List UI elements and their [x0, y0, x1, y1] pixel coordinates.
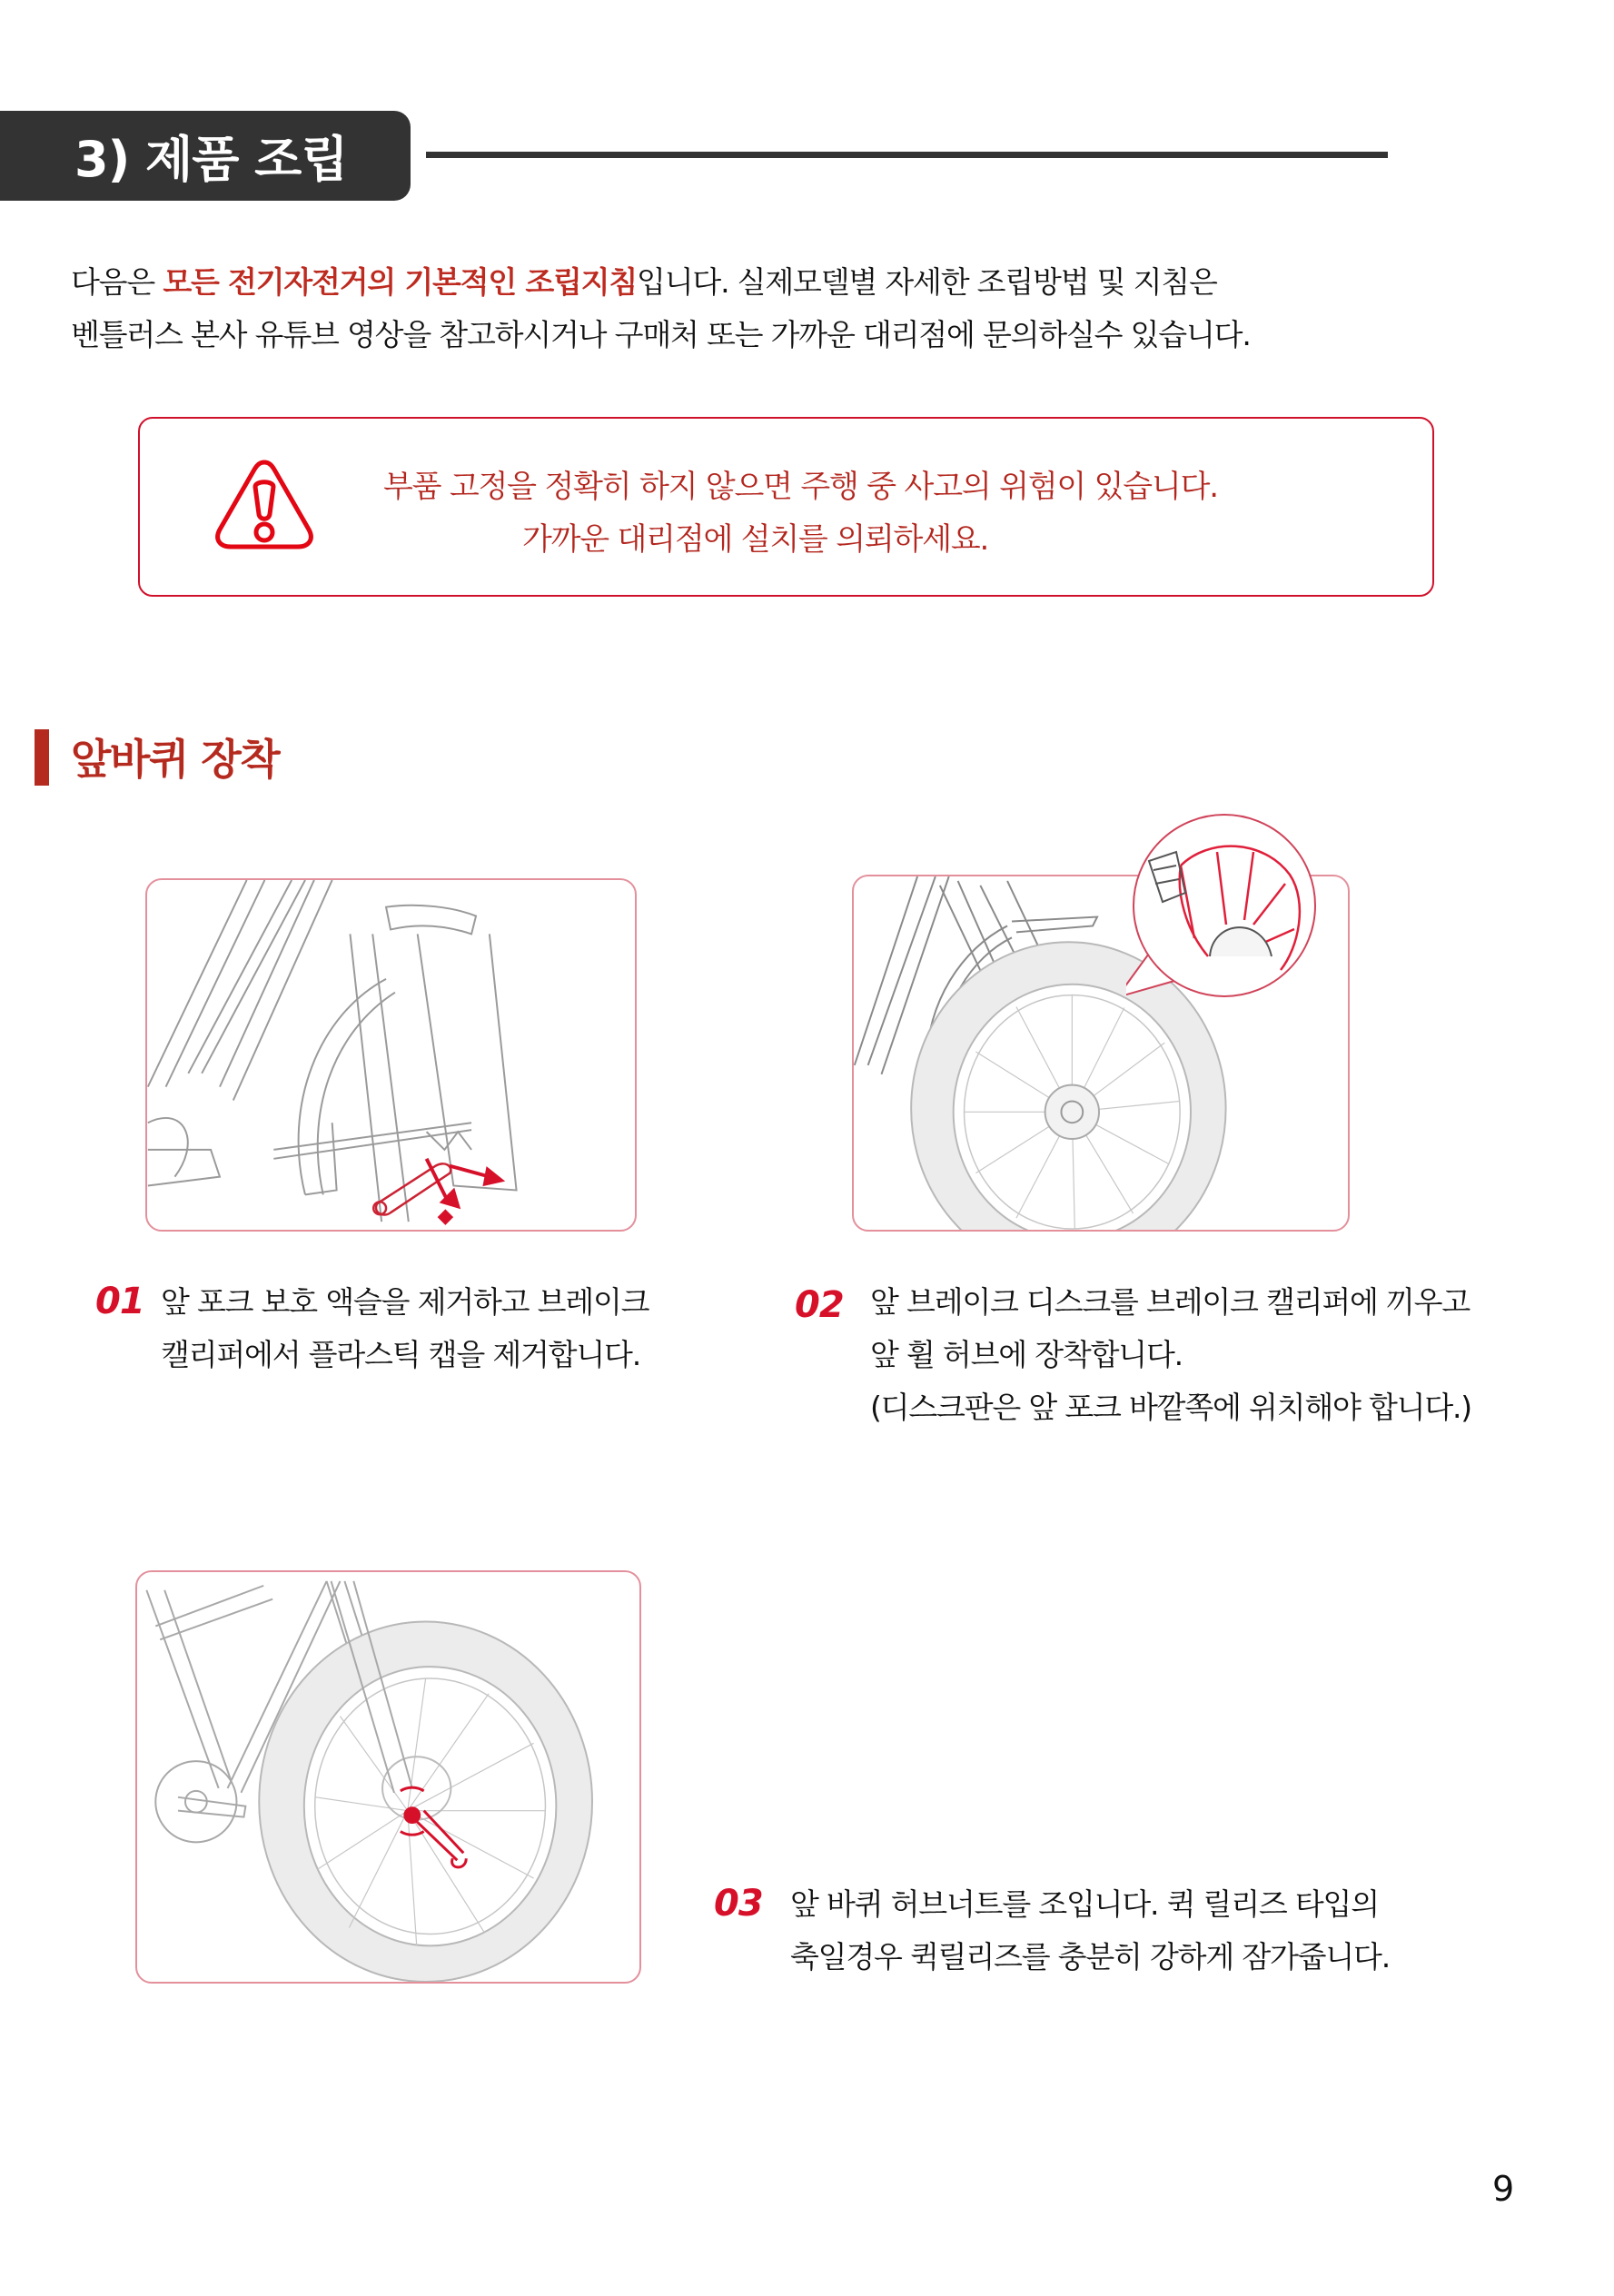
step-line: 앞 브레이크 디스크를 브레이크 캘리퍼에 끼우고 — [870, 1284, 1470, 1320]
step-line: 앞 포크 보호 액슬을 제거하고 브레이크 — [161, 1284, 649, 1320]
step-01-text — [161, 1276, 649, 1381]
bike-fork-drawing — [147, 880, 635, 1230]
section-title: 3) 제품 조립 — [74, 131, 348, 188]
hub-nut-tighten-illustration — [135, 1570, 641, 1984]
intro-highlight: 모든 전기자전거의 기본적인 조립지침 — [163, 264, 638, 300]
step-number-02: 02 — [795, 1284, 844, 1326]
step-number-03: 03 — [714, 1883, 763, 1925]
intro-text: 입니다. 실제모델별 자세한 조립방법 및 지침은 — [637, 264, 1217, 300]
warning-triangle-icon — [213, 457, 316, 551]
intro-line-2: 벤틀러스 본사 유튜브 영상을 참고하시거나 구매처 또는 가까운 대리점에 문의하실수 있습니다. — [71, 317, 1251, 352]
step-02-text — [870, 1276, 1471, 1434]
warning-text-line-2: 가까운 대리점에 설치를 의뢰하세요. — [522, 521, 989, 558]
step-line: 캘리퍼에서 플라스틱 캡을 제거합니다. — [161, 1337, 641, 1372]
warning-box — [138, 417, 1434, 597]
subsection-marker — [35, 729, 49, 786]
bike-wheel-hub-drawing — [137, 1572, 639, 1982]
subsection-title: 앞바퀴 장착 — [71, 735, 280, 784]
step-line: 앞 휠 허브에 장착합니다. — [870, 1337, 1183, 1372]
step-line: 앞 바퀴 허브너트를 조입니다. 퀵 릴리즈 타입의 — [790, 1886, 1379, 1922]
fork-axle-removal-illustration — [145, 878, 637, 1232]
step-03-text — [790, 1878, 1390, 1984]
section-divider — [426, 152, 1388, 158]
intro-line-1 — [71, 256, 1524, 309]
page-number: 9 — [1492, 2169, 1515, 2209]
step-line: 축일경우 퀵릴리즈를 충분히 강하게 잠가줍니다. — [790, 1939, 1391, 1974]
intro-text: 다음은 — [71, 264, 163, 300]
step-number-01: 01 — [95, 1281, 144, 1322]
step-line: (디스크판은 앞 포크 바깥쪽에 위치해야 합니다.) — [870, 1390, 1471, 1425]
warning-text-line-1: 부품 고정을 정확히 하지 않으면 주행 중 사고의 위험이 있습니다. — [383, 469, 1218, 505]
intro-paragraph — [71, 256, 1524, 361]
section-header-tab — [0, 111, 411, 201]
brake-disc-callout-magnifier — [1126, 811, 1326, 1020]
